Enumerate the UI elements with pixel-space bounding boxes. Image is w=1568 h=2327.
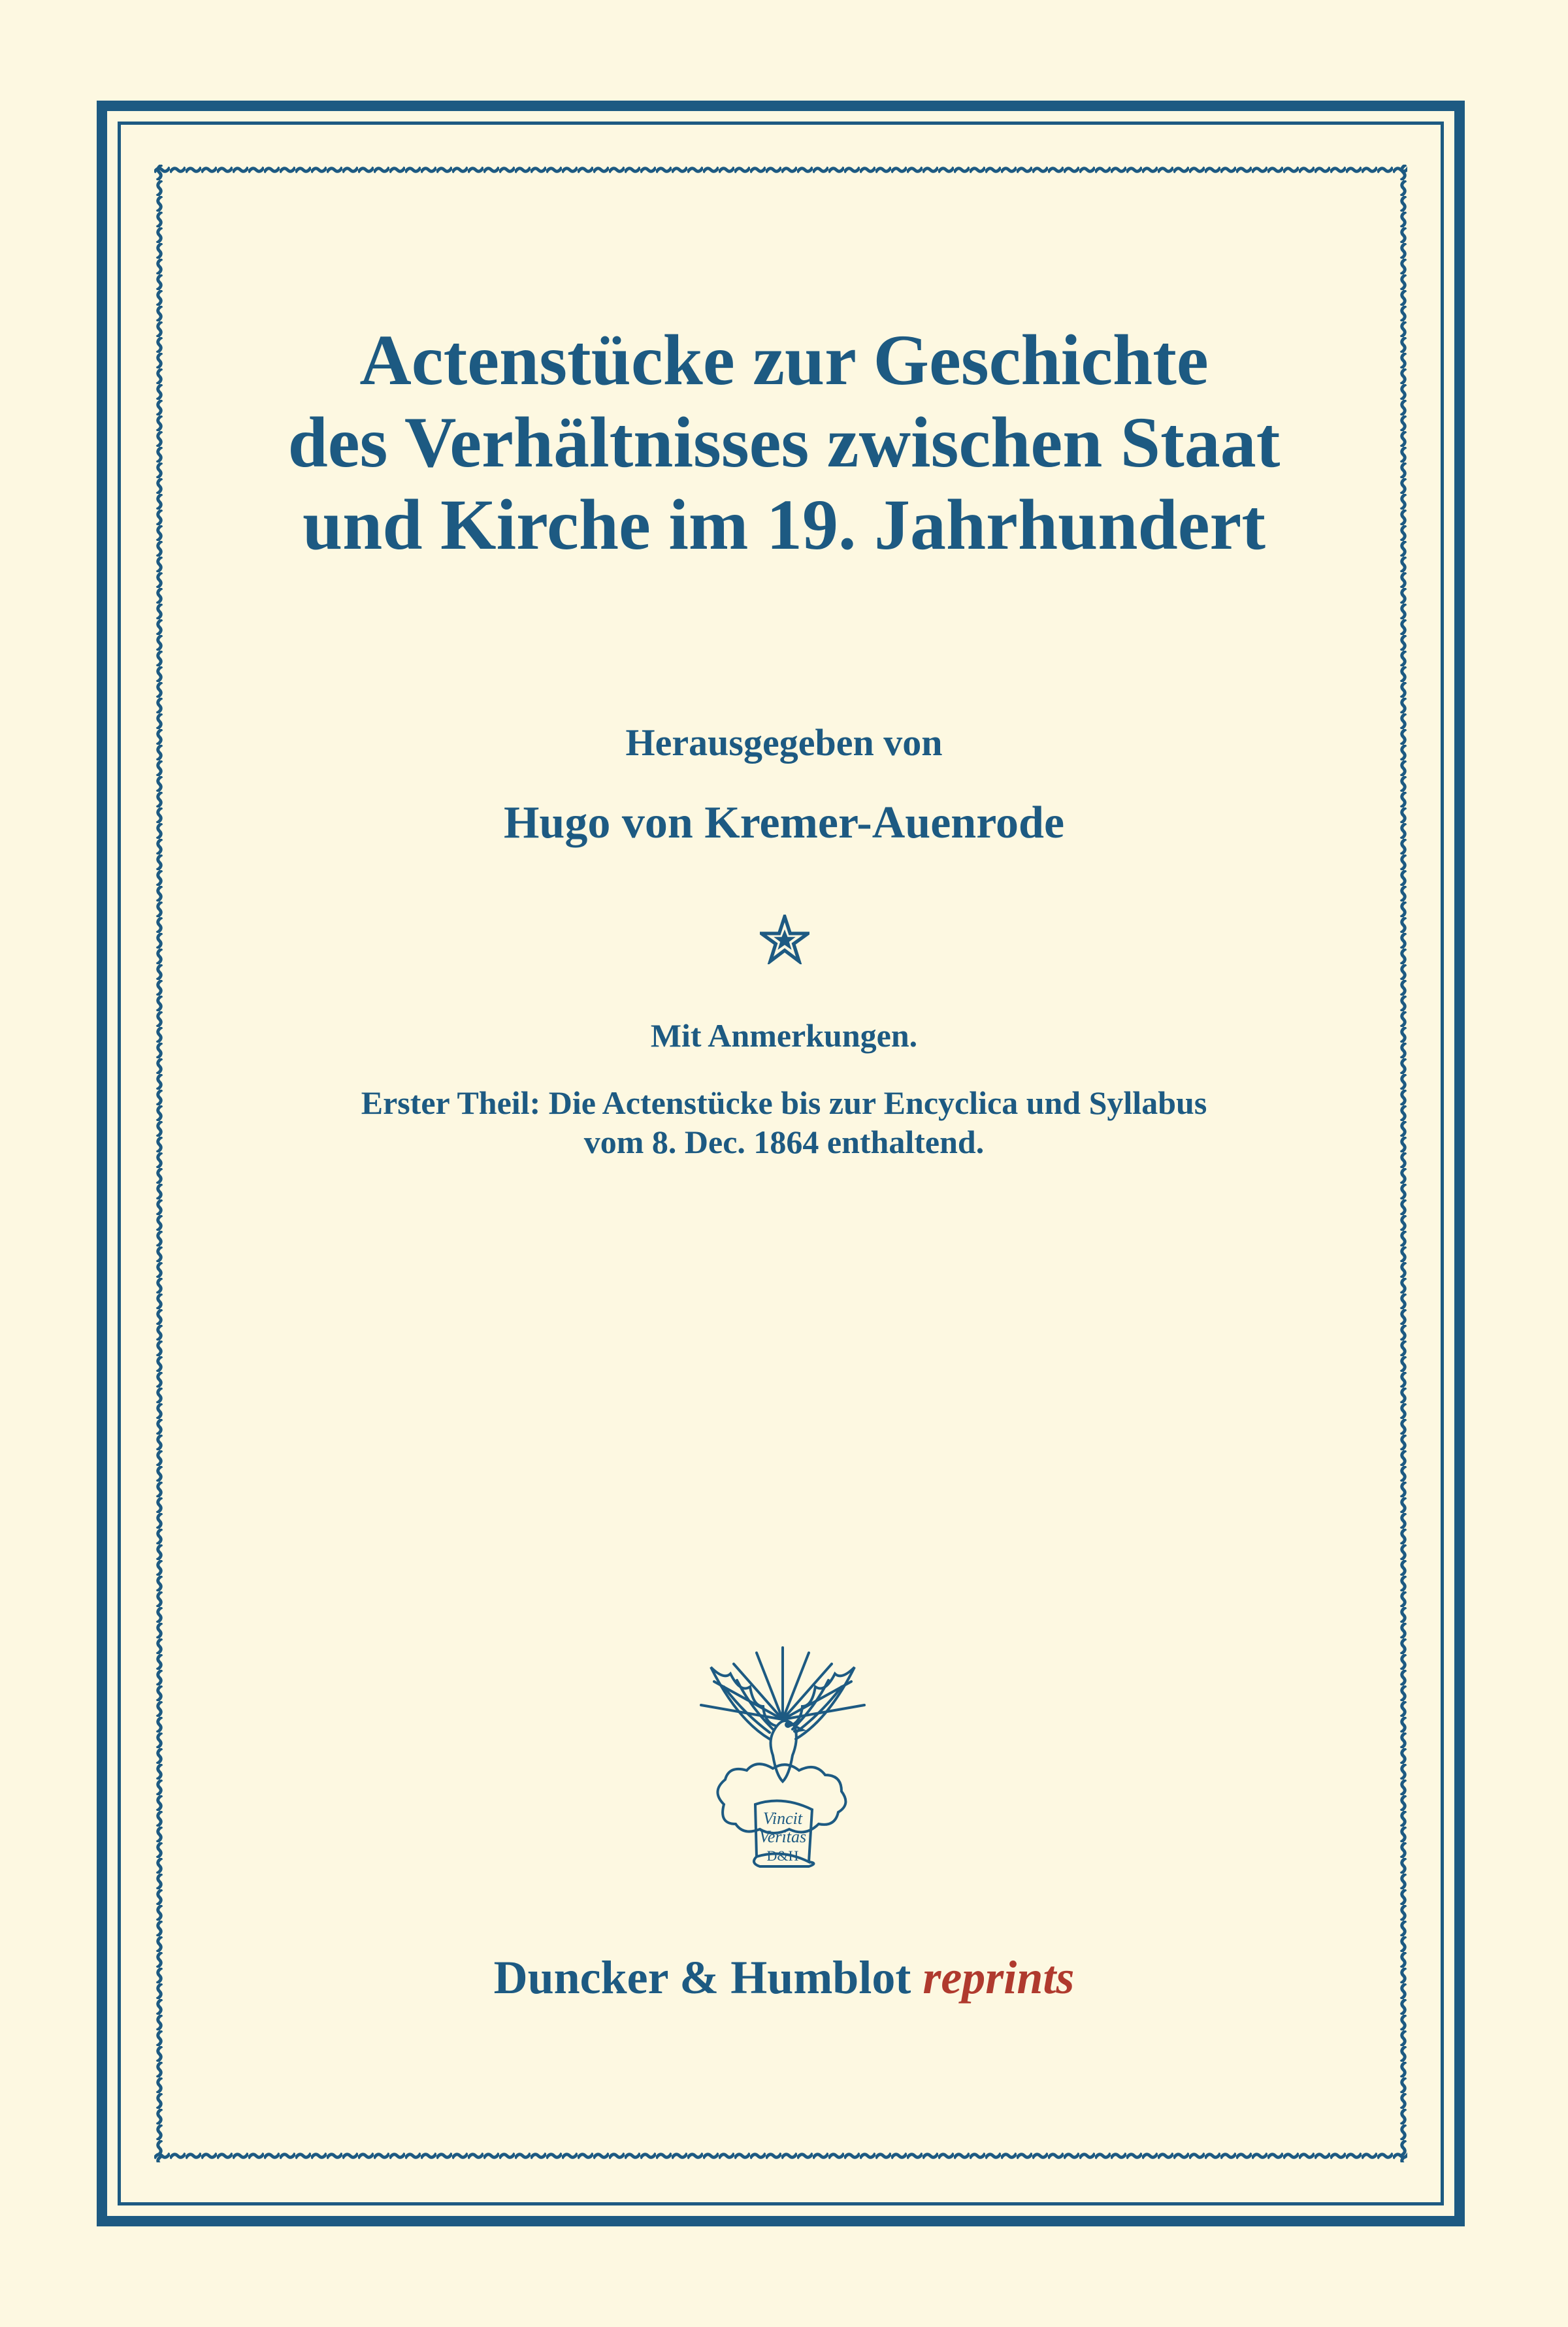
star-ornament-icon (760, 915, 809, 964)
editor-name: Hugo von Kremer-Auenrode (503, 798, 1065, 848)
eagle-publisher-logo-icon (678, 1641, 887, 1889)
book-title (196, 319, 1372, 566)
publisher-series: reprints (923, 1951, 1075, 2004)
subtitle-line-2: vom 8. Dec. 1864 enthaltend. (583, 1124, 985, 1160)
title-line-1: Actenstücke zur Geschichte (359, 320, 1209, 400)
logo-motto-line-2: Veritas (759, 1827, 807, 1846)
logo-motto-line-1: Vincit (762, 1809, 803, 1828)
publisher-name: Duncker & Humblot (493, 1951, 923, 2004)
publisher-imprint (196, 1949, 1372, 2006)
title-line-2: des Verhältnisses zwischen Staat (287, 402, 1281, 482)
logo-initials: D&H (766, 1847, 799, 1864)
editor-label: Herausgegeben von (625, 721, 943, 764)
title-line-3: und Kirche im 19. Jahrhundert (302, 485, 1266, 564)
annotations-note: Mit Anmerkungen. (650, 1017, 918, 1054)
subtitle-line-1: Erster Theil: Die Actenstücke bis zur Encyclica und Syllabus (361, 1084, 1207, 1121)
volume-subtitle (196, 1083, 1372, 1162)
